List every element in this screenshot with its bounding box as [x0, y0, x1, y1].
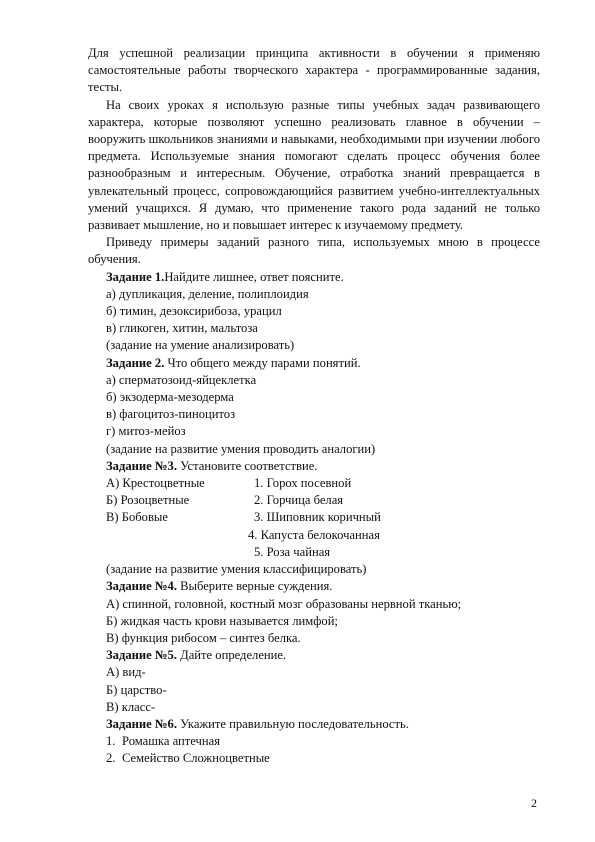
task3-right-item: 4. Капуста белокочанная — [248, 527, 380, 542]
task3-left-item: А) Крестоцветные — [106, 476, 205, 491]
task6-item-text: Семейство Сложноцветные — [122, 751, 270, 766]
task6-item-number: 1. — [106, 734, 116, 749]
task3-right-item: 3. Шиповник коричный — [254, 510, 381, 525]
task1-number: Задание 1. — [106, 269, 165, 284]
task2-item: а) сперматозоид-яйцеклетка — [106, 372, 257, 387]
task1-item: б) тимин, дезоксирибоза, урацил — [106, 304, 282, 319]
task3-row — [88, 492, 540, 509]
task5-title — [88, 647, 540, 664]
task6-item-text: Ромашка аптечная — [122, 734, 220, 749]
task4-title — [88, 578, 540, 595]
task5-item: Б) царство- — [106, 682, 167, 697]
task2-item: г) митоз-мейоз — [106, 424, 186, 439]
task2-item: б) экзодерма-мезодерма — [106, 390, 234, 405]
task3-right-item: 1. Горох посевной — [254, 476, 352, 491]
intro-paragraph-1: Для успешной реализации принципа активности в обучении я применяю самостоятельные работы творческого характера - программированные задания, тесты. — [88, 46, 540, 95]
task2-note: (задание на развитие умения проводить аналогии) — [106, 441, 376, 456]
task1-item: а) дупликация, деление, полиплоидия — [106, 286, 309, 301]
intro-paragraph-3: Приведу примеры заданий разного типа, используемых мною в процессе обучения. — [88, 235, 540, 267]
task2-title — [88, 355, 540, 372]
task3-instruction: Установите соответствие. — [176, 458, 318, 473]
task1-instruction: Найдите лишнее, ответ поясните. — [164, 269, 344, 284]
task2-number: Задание 2. — [106, 355, 165, 370]
task3-left-item: В) Бобовые — [106, 510, 168, 525]
intro-paragraph-2: На своих уроках я использую разные типы учебных задач развивающего характера, которые позволяют успешно реализовать главное в обучении – вооружить школьников знаниями и навыками, необходимыми при изучении любого предмета. Используемые знания помогают сделать процесс обучения более разнообразным и интересным. Обучение, отработка знаний превращается в увлекательный процесс, сопровождающийся развитием учебно-интеллектуальных умений учащихся. Я думаю, что применение такого рода заданий не только развивает мышление, но и повышает интерес к изучаемому предмету. — [88, 97, 540, 233]
task4-number: Задание №4. — [106, 579, 177, 594]
task6-number: Задание №6. — [106, 716, 177, 731]
task3-row — [88, 475, 540, 492]
task4-instruction: Выберите верные суждения. — [176, 579, 333, 594]
task3-note: (задание на развитие умения классифицировать) — [106, 562, 367, 577]
task1-title — [88, 269, 540, 286]
page-body — [88, 45, 540, 768]
task6-item — [88, 750, 540, 767]
task5-number: Задание №5. — [106, 648, 177, 663]
task3-right-item: 5. Роза чайная — [254, 544, 331, 559]
task3-right-item: 2. Горчица белая — [254, 493, 344, 508]
task5-instruction: Дайте определение. — [176, 648, 287, 663]
task4-item: В) функция рибосом – синтез белка. — [106, 630, 301, 645]
task6-title — [88, 716, 540, 733]
task3-number: Задание №3. — [106, 458, 177, 473]
page-number: 2 — [531, 796, 537, 810]
task2-item: в) фагоцитоз-пиноцитоз — [106, 407, 236, 422]
task3-title — [88, 458, 540, 475]
task4-item: Б) жидкая часть крови называется лимфой; — [106, 613, 338, 628]
task3-row — [88, 509, 540, 526]
task2-instruction: Что общего между парами понятий. — [164, 355, 361, 370]
task4-item: А) спинной, головной, костный мозг образованы нервной тканью; — [106, 596, 462, 611]
task3-left-item: Б) Розоцветные — [106, 493, 190, 508]
task6-item-number: 2. — [106, 751, 116, 766]
task5-item: А) вид- — [106, 665, 146, 680]
task6-item — [88, 733, 540, 750]
task1-item: в) гликоген, хитин, мальтоза — [106, 321, 258, 336]
task6-instruction: Укажите правильную последовательность. — [176, 716, 409, 731]
task5-item: В) класс- — [106, 699, 156, 714]
task1-note: (задание на умение анализировать) — [106, 338, 295, 353]
